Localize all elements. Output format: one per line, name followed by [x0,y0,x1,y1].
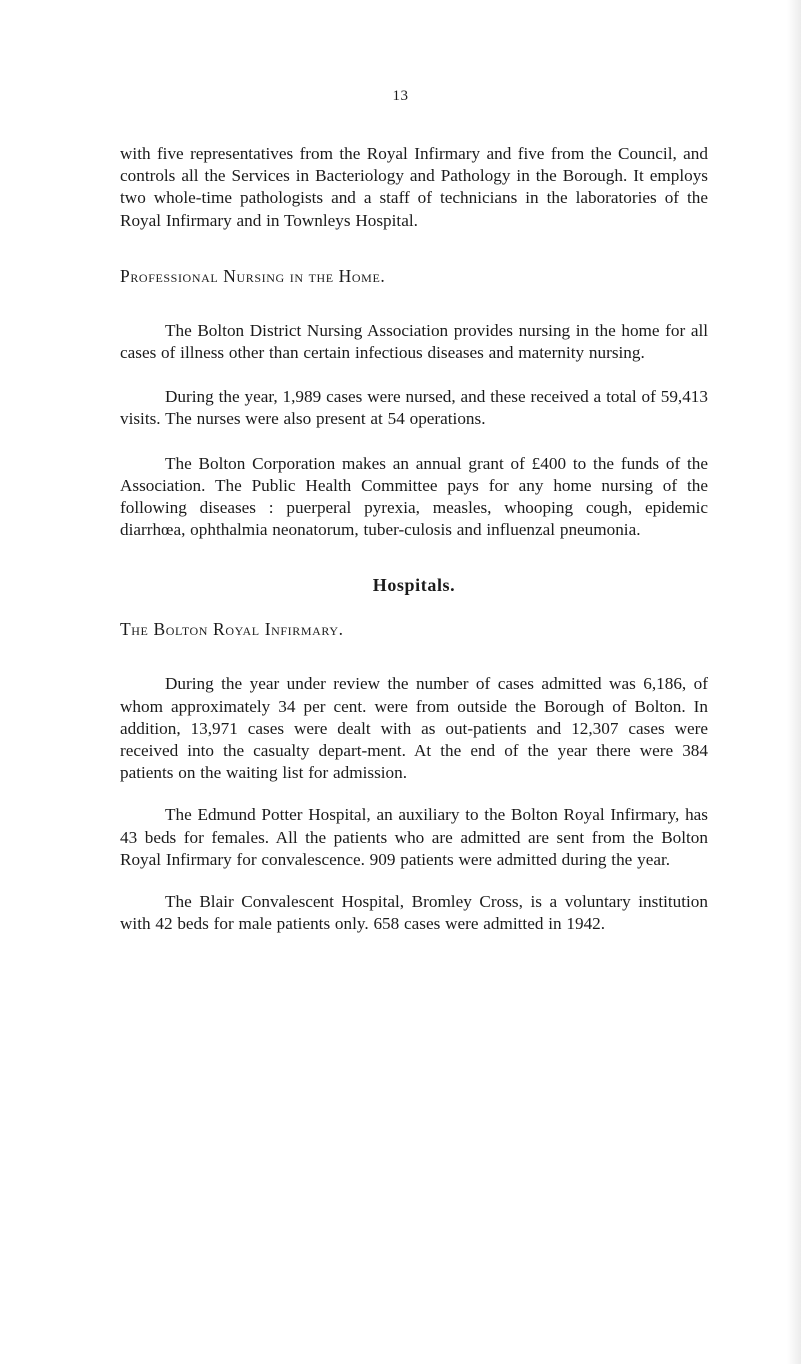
infirmary-paragraph: During the year under review the number of cases admitted was 6,186, of whom approximately 34 per cent. were from outside the Borough of Bolton. In addition, 13,971 cases were dealt with as out-patients and 12,307 cases were received into the casualty depart-ment. At the end of the year there were 384 patients on the waiting list for admission. [120,674,708,783]
nursing-heading: Professional Nursing in the Home. [120,265,386,286]
page-body [120,143,708,935]
nursing-paragraph-1: The Bolton District Nursing Association provides nursing in the home for all cases of illness other than certain infectious diseases and maternity nursing. [120,320,708,363]
nursing-paragraph-3: The Bolton Corporation makes an annual grant of £400 to the funds of the Association. The Public Health Committee pays for any home nursing of the following diseases : puerperal pyrexia, measles, whooping cough, epidemic diarrhœa, ophthalmia neonatorum, tuber-culosis and influenzal pneumonia. [120,453,708,540]
page-edge-shadow [787,0,801,1364]
edmund-potter-paragraph: The Edmund Potter Hospital, an auxiliary to the Bolton Royal Infirmary, has 43 beds for females. All the patients who are admitted are sent from the Bolton Royal Infirmary for convalescence. 909 patients were admitted during the year. [120,805,708,869]
intro-paragraph: with five representatives from the Royal Infirmary and five from the Council, and controls all the Services in Bacteriology and Pathology in the Borough. It employs two whole-time pathologists and a staff of technicians in the laboratories of the Royal Infirmary and in Townleys Hospital. [120,144,708,230]
page-number: 13 [392,88,409,104]
royal-infirmary-heading: The Bolton Royal Infirmary. [120,619,344,640]
blair-convalescent-paragraph: The Blair Convalescent Hospital, Bromley Cross, is a voluntary institution with 42 beds for male patients only. 658 cases were admitted in 1942. [120,892,708,934]
nursing-paragraph-2: During the year, 1,989 cases were nursed, and these received a total of 59,413 visits. The nurses were also present at 54 operations. [120,387,708,429]
hospitals-title: Hospitals. [372,575,456,596]
